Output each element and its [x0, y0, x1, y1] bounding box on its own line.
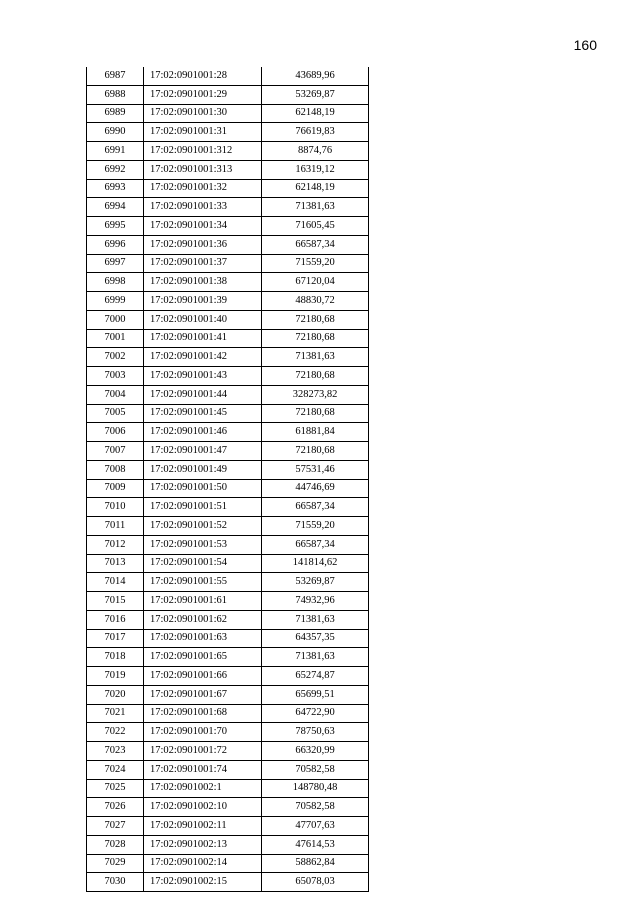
table-row — [87, 460, 369, 479]
table-body — [87, 67, 369, 892]
cadastral-value-cell: 71559,20 — [262, 254, 369, 273]
cadastral-number-cell: 17:02:0901001:51 — [144, 498, 262, 517]
cadastral-number-cell: 17:02:0901002:11 — [144, 817, 262, 836]
row-number-cell: 6995 — [87, 217, 144, 236]
table-row — [87, 798, 369, 817]
table-row — [87, 385, 369, 404]
cadastral-number-cell: 17:02:0901001:33 — [144, 198, 262, 217]
table-row — [87, 517, 369, 536]
cadastral-number-cell: 17:02:0901002:15 — [144, 873, 262, 892]
cadastral-number-cell: 17:02:0901001:31 — [144, 123, 262, 142]
cadastral-value-cell: 148780,48 — [262, 779, 369, 798]
row-number-cell: 7018 — [87, 648, 144, 667]
cadastral-number-cell: 17:02:0901001:28 — [144, 67, 262, 85]
cadastral-value-cell: 57531,46 — [262, 460, 369, 479]
row-number-cell: 7016 — [87, 610, 144, 629]
table-row — [87, 629, 369, 648]
row-number-cell: 7020 — [87, 685, 144, 704]
cadastral-number-cell: 17:02:0901001:66 — [144, 667, 262, 686]
cadastral-value-cell: 43689,96 — [262, 67, 369, 85]
cadastral-value-cell: 16319,12 — [262, 160, 369, 179]
cadastral-value-cell: 72180,68 — [262, 442, 369, 461]
row-number-cell: 7027 — [87, 817, 144, 836]
table-row — [87, 179, 369, 198]
cadastral-value-cell: 72180,68 — [262, 367, 369, 386]
cadastral-value-cell: 74932,96 — [262, 592, 369, 611]
cadastral-number-cell: 17:02:0901001:32 — [144, 179, 262, 198]
cadastral-value-cell: 44746,69 — [262, 479, 369, 498]
cadastral-value-cell: 71381,63 — [262, 610, 369, 629]
cadastral-value-cell: 328273,82 — [262, 385, 369, 404]
cadastral-number-cell: 17:02:0901001:29 — [144, 85, 262, 104]
cadastral-number-cell: 17:02:0901001:312 — [144, 142, 262, 161]
table-row — [87, 198, 369, 217]
cadastral-value-cell: 62148,19 — [262, 104, 369, 123]
table-row — [87, 554, 369, 573]
table-row — [87, 404, 369, 423]
cadastral-value-cell: 72180,68 — [262, 329, 369, 348]
table-row — [87, 160, 369, 179]
cadastral-number-cell: 17:02:0901001:46 — [144, 423, 262, 442]
table-row — [87, 423, 369, 442]
cadastral-value-cell: 47614,53 — [262, 835, 369, 854]
cadastral-value-cell: 66587,34 — [262, 235, 369, 254]
table-row — [87, 760, 369, 779]
cadastral-number-cell: 17:02:0901001:45 — [144, 404, 262, 423]
cadastral-number-cell: 17:02:0901001:74 — [144, 760, 262, 779]
cadastral-value-cell: 48830,72 — [262, 292, 369, 311]
cadastral-value-cell: 61881,84 — [262, 423, 369, 442]
cadastral-number-cell: 17:02:0901002:14 — [144, 854, 262, 873]
row-number-cell: 7003 — [87, 367, 144, 386]
cadastral-value-cell: 65274,87 — [262, 667, 369, 686]
cadastral-value-cell: 53269,87 — [262, 573, 369, 592]
table-row — [87, 817, 369, 836]
cadastral-value-cell: 70582,58 — [262, 798, 369, 817]
table-row — [87, 310, 369, 329]
table-row — [87, 648, 369, 667]
cadastral-value-cell: 72180,68 — [262, 404, 369, 423]
row-number-cell: 7028 — [87, 835, 144, 854]
table-row — [87, 742, 369, 761]
cadastral-value-cell: 71381,63 — [262, 348, 369, 367]
row-number-cell: 7030 — [87, 873, 144, 892]
table-row — [87, 535, 369, 554]
cadastral-value-cell: 66587,34 — [262, 498, 369, 517]
cadastral-value-cell: 71381,63 — [262, 198, 369, 217]
table-row — [87, 67, 369, 85]
cadastral-value-table — [86, 67, 369, 892]
cadastral-value-cell: 71381,63 — [262, 648, 369, 667]
cadastral-value-table-container — [86, 67, 369, 892]
cadastral-value-cell: 47707,63 — [262, 817, 369, 836]
cadastral-number-cell: 17:02:0901001:41 — [144, 329, 262, 348]
table-row — [87, 104, 369, 123]
table-row — [87, 592, 369, 611]
table-row — [87, 873, 369, 892]
row-number-cell: 7013 — [87, 554, 144, 573]
row-number-cell: 6996 — [87, 235, 144, 254]
cadastral-number-cell: 17:02:0901001:63 — [144, 629, 262, 648]
table-row — [87, 854, 369, 873]
cadastral-value-cell: 76619,83 — [262, 123, 369, 142]
row-number-cell: 6998 — [87, 273, 144, 292]
row-number-cell: 7010 — [87, 498, 144, 517]
table-row — [87, 273, 369, 292]
row-number-cell: 7025 — [87, 779, 144, 798]
row-number-cell: 7022 — [87, 723, 144, 742]
cadastral-number-cell: 17:02:0901001:37 — [144, 254, 262, 273]
row-number-cell: 7024 — [87, 760, 144, 779]
cadastral-number-cell: 17:02:0901001:49 — [144, 460, 262, 479]
row-number-cell: 6991 — [87, 142, 144, 161]
row-number-cell: 7006 — [87, 423, 144, 442]
cadastral-value-cell: 70582,58 — [262, 760, 369, 779]
cadastral-value-cell: 58862,84 — [262, 854, 369, 873]
cadastral-number-cell: 17:02:0901001:44 — [144, 385, 262, 404]
cadastral-number-cell: 17:02:0901001:39 — [144, 292, 262, 311]
cadastral-number-cell: 17:02:0901001:50 — [144, 479, 262, 498]
row-number-cell: 6992 — [87, 160, 144, 179]
cadastral-value-cell: 53269,87 — [262, 85, 369, 104]
row-number-cell: 6993 — [87, 179, 144, 198]
cadastral-number-cell: 17:02:0901001:65 — [144, 648, 262, 667]
table-row — [87, 685, 369, 704]
table-row — [87, 235, 369, 254]
table-row — [87, 217, 369, 236]
table-row — [87, 329, 369, 348]
cadastral-number-cell: 17:02:0901002:10 — [144, 798, 262, 817]
row-number-cell: 7007 — [87, 442, 144, 461]
table-row — [87, 292, 369, 311]
row-number-cell: 7015 — [87, 592, 144, 611]
cadastral-value-cell: 67120,04 — [262, 273, 369, 292]
cadastral-value-cell: 66320,99 — [262, 742, 369, 761]
cadastral-number-cell: 17:02:0901001:34 — [144, 217, 262, 236]
cadastral-number-cell: 17:02:0901001:30 — [144, 104, 262, 123]
cadastral-number-cell: 17:02:0901001:61 — [144, 592, 262, 611]
cadastral-value-cell: 71605,45 — [262, 217, 369, 236]
cadastral-number-cell: 17:02:0901001:72 — [144, 742, 262, 761]
cadastral-number-cell: 17:02:0901001:38 — [144, 273, 262, 292]
cadastral-value-cell: 66587,34 — [262, 535, 369, 554]
table-row — [87, 723, 369, 742]
row-number-cell: 7005 — [87, 404, 144, 423]
cadastral-number-cell: 17:02:0901001:70 — [144, 723, 262, 742]
row-number-cell: 7012 — [87, 535, 144, 554]
row-number-cell: 6988 — [87, 85, 144, 104]
row-number-cell: 6999 — [87, 292, 144, 311]
table-row — [87, 142, 369, 161]
table-row — [87, 479, 369, 498]
table-row — [87, 835, 369, 854]
table-row — [87, 610, 369, 629]
table-row — [87, 779, 369, 798]
row-number-cell: 7017 — [87, 629, 144, 648]
row-number-cell: 7029 — [87, 854, 144, 873]
cadastral-number-cell: 17:02:0901001:68 — [144, 704, 262, 723]
table-row — [87, 367, 369, 386]
cadastral-value-cell: 64722,90 — [262, 704, 369, 723]
cadastral-number-cell: 17:02:0901001:36 — [144, 235, 262, 254]
cadastral-number-cell: 17:02:0901002:1 — [144, 779, 262, 798]
cadastral-value-cell: 72180,68 — [262, 310, 369, 329]
row-number-cell: 7002 — [87, 348, 144, 367]
row-number-cell: 6997 — [87, 254, 144, 273]
row-number-cell: 7011 — [87, 517, 144, 536]
cadastral-number-cell: 17:02:0901001:40 — [144, 310, 262, 329]
cadastral-value-cell: 65078,03 — [262, 873, 369, 892]
row-number-cell: 7021 — [87, 704, 144, 723]
cadastral-value-cell: 65699,51 — [262, 685, 369, 704]
table-row — [87, 704, 369, 723]
row-number-cell: 7026 — [87, 798, 144, 817]
cadastral-number-cell: 17:02:0901001:52 — [144, 517, 262, 536]
cadastral-number-cell: 17:02:0901001:53 — [144, 535, 262, 554]
row-number-cell: 7019 — [87, 667, 144, 686]
row-number-cell: 6989 — [87, 104, 144, 123]
cadastral-number-cell: 17:02:0901001:43 — [144, 367, 262, 386]
row-number-cell: 7009 — [87, 479, 144, 498]
row-number-cell: 7004 — [87, 385, 144, 404]
page-number: 160 — [573, 37, 597, 53]
row-number-cell: 7008 — [87, 460, 144, 479]
cadastral-value-cell: 64357,35 — [262, 629, 369, 648]
cadastral-number-cell: 17:02:0901001:313 — [144, 160, 262, 179]
cadastral-number-cell: 17:02:0901001:42 — [144, 348, 262, 367]
table-row — [87, 348, 369, 367]
table-row — [87, 123, 369, 142]
row-number-cell: 7014 — [87, 573, 144, 592]
table-row — [87, 667, 369, 686]
table-row — [87, 573, 369, 592]
cadastral-number-cell: 17:02:0901001:67 — [144, 685, 262, 704]
table-row — [87, 254, 369, 273]
row-number-cell: 7001 — [87, 329, 144, 348]
cadastral-number-cell: 17:02:0901001:54 — [144, 554, 262, 573]
row-number-cell: 7023 — [87, 742, 144, 761]
row-number-cell: 6990 — [87, 123, 144, 142]
cadastral-value-cell: 8874,76 — [262, 142, 369, 161]
cadastral-number-cell: 17:02:0901001:47 — [144, 442, 262, 461]
row-number-cell: 6994 — [87, 198, 144, 217]
cadastral-value-cell: 62148,19 — [262, 179, 369, 198]
row-number-cell: 6987 — [87, 67, 144, 85]
cadastral-number-cell: 17:02:0901001:55 — [144, 573, 262, 592]
cadastral-value-cell: 141814,62 — [262, 554, 369, 573]
cadastral-number-cell: 17:02:0901001:62 — [144, 610, 262, 629]
cadastral-number-cell: 17:02:0901002:13 — [144, 835, 262, 854]
table-row — [87, 442, 369, 461]
table-row — [87, 498, 369, 517]
table-row — [87, 85, 369, 104]
row-number-cell: 7000 — [87, 310, 144, 329]
cadastral-value-cell: 78750,63 — [262, 723, 369, 742]
cadastral-value-cell: 71559,20 — [262, 517, 369, 536]
